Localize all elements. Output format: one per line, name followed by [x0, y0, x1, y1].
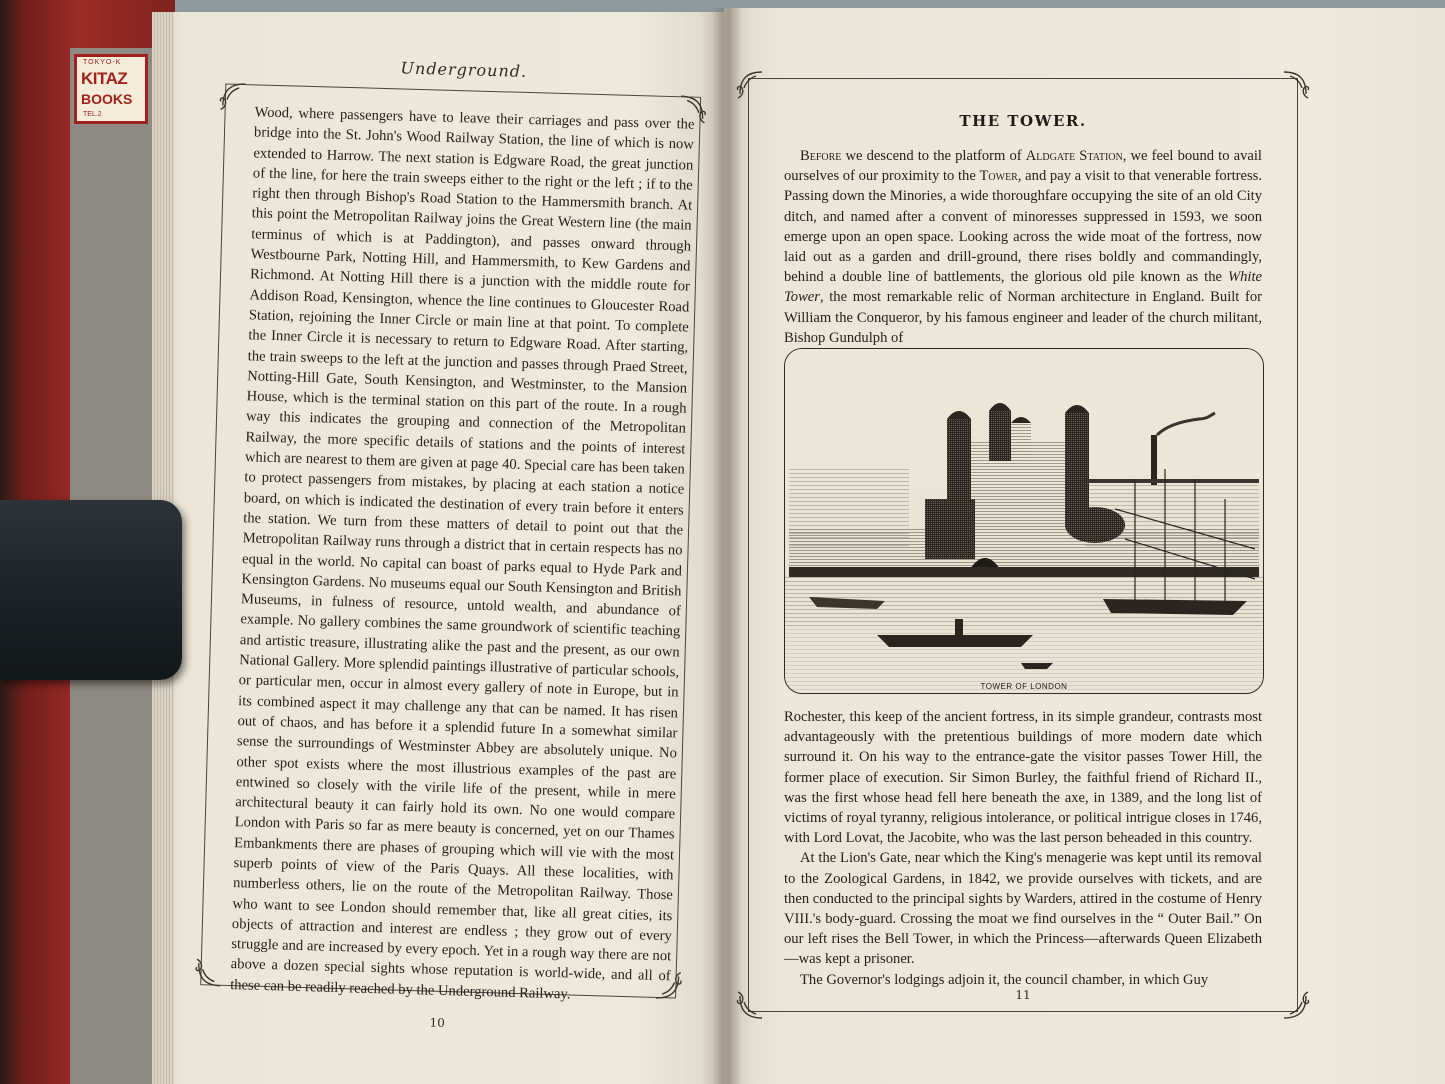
page-number-right: 11 [1015, 988, 1031, 1002]
left-page-frame [192, 53, 710, 1031]
right-page-body-top [784, 146, 1262, 348]
chapter-title: THE TOWER. [959, 112, 1087, 130]
bookseller-label [74, 54, 148, 124]
text-run: , we feel bound to avail ourselves of our proximity to the [784, 148, 1262, 185]
corner-ornament-icon [734, 64, 774, 104]
text-run: , the most remarkable relic of Norman architecture in England. Built for William the Conqueror, by his famous engineer and leader of the church militant, Bishop Gundulph of [784, 289, 1262, 346]
drop-word: Before [800, 148, 842, 164]
left-page-paragraph: Wood, where passengers have to leave their carriages and pass over the bridge into the St. John's Wood Railway Station, the line of which is now extended to Harrow. The next station is Edgware Road, the great junction of the line, for here the train sweeps either to the right or the left ; if to the right then through Bishop's Road Station to the Hammersmith branch. At this point the Metropolitan Railway joins the Great Western line (the main terminus of which is at Paddington), and passes onward through Westbourne Park, Notting Hill, and Hammersmith, to Kew Gardens and Richmond. At Notting Hill there is a junction with the middle route for Addison Road, Kensington, whence the line continues to Gloucester Road Station, rejoining the Inner Circle or main line at that point. To complete the Inner Circle it is necessary to return to Edgware Road. After starting, the train sweeps to the left at the junction and passes through Praed Street, Notting-Hill Gate, South Kensington, and Westminster, to the Mansion House, which is the terminal station on this part of the route. In a rough way this indicates the grouping and connection of the Metropolitan Railway, the more specific details of stations and the points of interest which are nearest to them are given at page 40. Special care has been taken to protect passengers from mistakes, by placing at each station a notice board, on which is indicated the destination of every train before it enters the station. We turn from these matters of detail to point out that the Metropolitan Railway runs through a district that in certain respects has no equal in the world. No capital can boast of parks equal to Hyde Park and Kensington Gardens. No museums equal our South Kensington and British Museums, in fulness of resource, untold wealth, and abundance of example. No gallery combines the same groundwork of scientific teaching and artistic treasure, illustrating alike the past and the present, as our own National Gallery. More splendid paintings illustrative of particular schools, or particular men, occur in almost every gallery of note in Europe, but in its combined aspect it may challenge any that can be named. It has risen out of chaos, and has before it a splendid future In a somewhat similar sense the surroundings of Westminster Abbey are absolutely unique. No other spot exists where the most illustrious examples of the past are entwined so closely with the virile life of the present, while in mere architectural beauty it can fairly hold its own. No one would compare London with Paris so far as mere beauty is concerned, yet on our Thames Embankments there are phases of grouping which will vie with the most superb points of view of the Paris Quays. All these localities, with numberless others, lie on the route of the Metropolitan Railway. Those who want to see London should remember that, like all great cities, its objects of attraction and interest are endless ; they grow out of every struggle and are increased by every epoch. Yet in a rough way there are not above a dozen special sights whose reputation is world-wide, and all of these can be readily reached by the Underground Railway. [229, 104, 695, 1003]
right-page-paragraph: At the Lion's Gate, near which the King's menagerie was kept until its removal to the Zoological Gardens, in 1842, we provide ourselves with tickets, and are then conducted to the principal sights by Warders, attired in the costume of Henry VIII.'s body-guard. Crossing the moat we find ourselves in the “ Outer Bail.” On our left rises the Bell Tower, in which the Princess—afterwards Queen Elizabeth—was kept a prisoner. [784, 850, 1262, 968]
corner-ornament-icon [216, 75, 257, 116]
corner-ornament-icon [1272, 64, 1312, 104]
text-run: White Tower [784, 269, 1262, 306]
bookseller-label-line2: KITAZ [81, 69, 128, 88]
right-page-paragraph: The Governor's lodgings adjoin it, the council chamber, in which Guy [800, 971, 1209, 988]
corner-ornament-icon [192, 953, 233, 994]
page-number-left: 10 [429, 1015, 446, 1031]
text-run: we descend to the platform of [841, 148, 1026, 164]
tower-of-london-engraving [784, 348, 1264, 694]
engraving-caption: TOWER OF LONDON [980, 682, 1068, 691]
engraving-illustration [785, 349, 1263, 693]
book-gutter [712, 8, 742, 1084]
bookseller-label-line4: TEL.2 [83, 111, 102, 118]
text-run: Tower [979, 168, 1018, 185]
bookseller-label-line1: TOKYO-K [83, 59, 122, 66]
left-page-body [230, 102, 695, 1007]
right-page-paragraph: Rochester, this keep of the ancient fortress, in its simple grandeur, contrasts most advantageously with the pretentious buildings of more modern date which surround it. On his way to the entrance-gate the visitor passes Tower Hill, the former place of execution. Sir Simon Burley, the faithful friend of Richard II., was the first whose head fell here beneath the axe, in 1389, and the long list of victims of royal tyranny, religious intolerance, or political intrigue closes in 1746, with Lord Lovat, the Jacobite, who was the last person beheaded in this country. [784, 709, 1262, 847]
running-head: Underground. [400, 58, 528, 81]
text-run: Aldgate Station [1025, 148, 1123, 164]
text-run: , and pay a visit to that venerable fortress. Passing down the Minories, a wide thoroughfare occupying the site of an old City ditch, and named after a convent of minoresses suppressed in 1593, we soon emerge upon an open space. Looking across the wide moat of the fortress, now laid out as a garden and drill-ground, there rises boldly and commandingly, behind a double line of battlements, the glorious old pile known as the [784, 168, 1262, 286]
right-page-body-bottom [784, 707, 1262, 990]
right-page-paragraph [784, 146, 1262, 348]
bookseller-label-line3: BOOKS [81, 91, 133, 107]
page-clip [0, 500, 182, 680]
right-page-frame [740, 70, 1306, 1020]
